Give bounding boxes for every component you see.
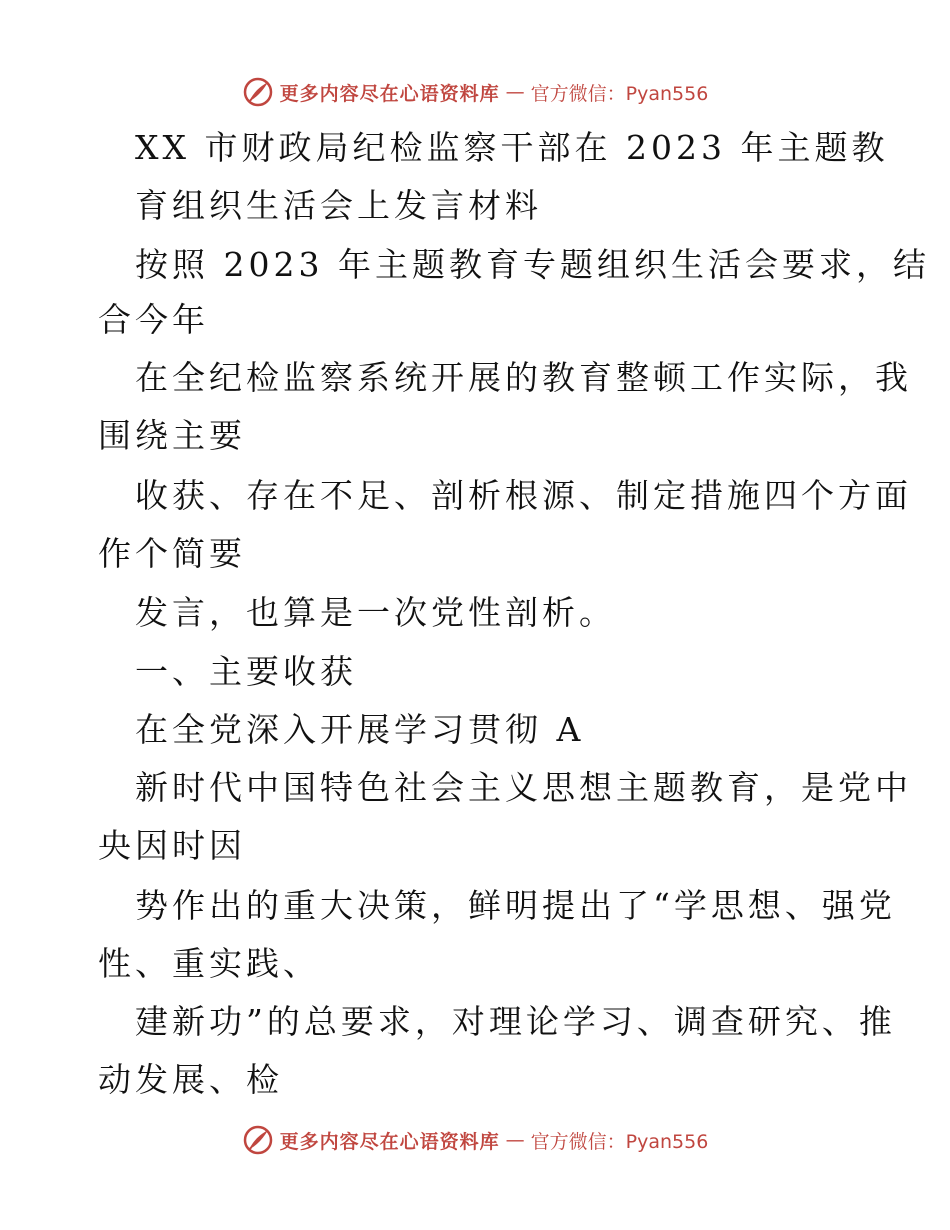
paragraph-line: 新时代中国特色社会主义思想主题教育，是党中 [135,768,912,807]
watermark-brand-text: 更多内容尽在心语资料库 [279,82,500,105]
paragraph-line: 作个简要 [98,534,246,573]
watermark-contact-text: 官方微信：Pyan556 [530,82,709,105]
footer-watermark [0,1118,950,1162]
paragraph-line: 势作出的重大决策，鲜明提出了“学思想、强党 [135,886,896,925]
paragraph-line: 建新功”的总要求，对理论学习、调查研究、推 [135,1002,896,1041]
header-watermark [0,70,950,114]
paragraph-line: 收获、存在不足、剖析根源、制定措施四个方面 [135,476,912,515]
quill-pen-logo-icon [242,1124,274,1156]
paragraph-line: 发言，也算是一次党性剖析。 [135,593,616,632]
footer-watermark-content [242,1124,709,1156]
watermark-separator: — [505,81,525,103]
section-heading: 一、主要收获 [135,652,357,691]
paragraph-line: 在全纪检监察系统开展的教育整顿工作实际，我 [135,358,912,397]
quill-pen-logo-icon [242,76,274,108]
paragraph-line: 央因时因 [98,826,246,865]
document-title-line-1: XX 市财政局纪检监察干部在 2023 年主题教 [135,128,889,167]
watermark-contact-text: 官方微信：Pyan556 [530,1130,709,1153]
watermark-separator: — [505,1129,525,1151]
paragraph-line: 性、重实践、 [98,944,320,983]
paragraph-line: 按照 2023 年主题教育专题组织生活会要求，结 [135,245,930,284]
header-watermark-content [242,76,709,108]
document-title-line-2: 育组织生活会上发言材料 [135,186,542,225]
paragraph-line: 动发展、检 [98,1060,283,1099]
paragraph-line: 在全党深入开展学习贯彻 A [135,710,585,749]
paragraph-line: 合今年 [98,300,209,339]
watermark-brand-text: 更多内容尽在心语资料库 [279,1130,500,1153]
paragraph-line: 围绕主要 [98,416,246,455]
